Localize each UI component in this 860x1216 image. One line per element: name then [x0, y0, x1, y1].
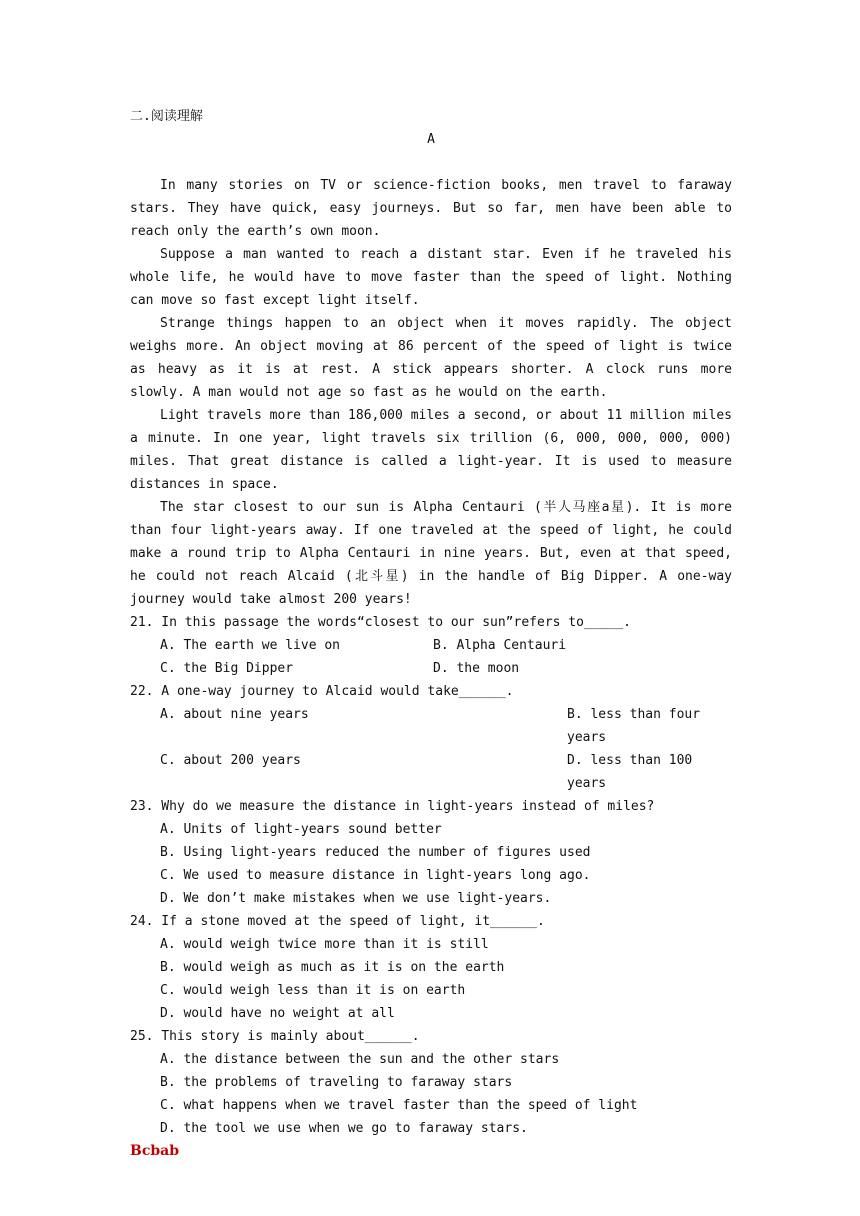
question-23: [130, 795, 732, 910]
option-c: C. about 200 years: [160, 753, 301, 768]
option-c: C. We used to measure distance in light-years long ago.: [160, 868, 591, 883]
document-page: [130, 105, 732, 1163]
question-25: [130, 1025, 732, 1140]
question-21: [130, 611, 732, 680]
option-c: C. would weigh less than it is on earth: [160, 983, 466, 998]
option-b: B. the problems of traveling to faraway stars: [160, 1075, 513, 1090]
option-c: C. what happens when we travel faster than the speed of light: [160, 1098, 638, 1113]
paragraph: Suppose a man wanted to reach a distant star. Even if he traveled his whole life, he would have to move faster than the speed of light. Nothing can move so fast except light itself.: [130, 247, 732, 308]
option-a: A. the distance between the sun and the other stars: [160, 1052, 560, 1067]
question-stem: 21. In this passage the words“closest to our sun”refers to_____.: [130, 615, 631, 630]
option-row: [130, 634, 732, 657]
question-24: [130, 910, 732, 1025]
option-a: A. Units of light-years sound better: [160, 822, 442, 837]
option-d: D. would have no weight at all: [160, 1006, 395, 1021]
option-row: [130, 749, 732, 795]
section-title: 二.阅读理解: [130, 109, 203, 124]
option-a: A. The earth we live on: [160, 638, 341, 653]
option-c: C. the Big Dipper: [160, 661, 294, 676]
option-a: A. about nine years: [160, 707, 309, 722]
option-d: D. less than 100 years: [567, 753, 693, 791]
question-stem: 23. Why do we measure the distance in light-years instead of miles?: [130, 799, 655, 814]
passage-label: A: [427, 132, 435, 147]
option-b: B. Using light-years reduced the number of figures used: [160, 845, 591, 860]
question-22: [130, 680, 732, 795]
option-row: [130, 657, 732, 680]
paragraph: In many stories on TV or science-fiction books, men travel to faraway stars. They have quick, easy journeys. But so far, men have been able to reach only the earth’s own moon.: [130, 178, 732, 239]
option-b: B. Alpha Centauri: [433, 638, 567, 653]
option-d: D. the moon: [433, 661, 520, 676]
answer-key: Bcbab: [130, 1143, 180, 1159]
option-a: A. would weigh twice more than it is still: [160, 937, 489, 952]
question-stem: 24. If a stone moved at the speed of light, it______.: [130, 914, 545, 929]
question-stem: 25. This story is mainly about______.: [130, 1029, 420, 1044]
option-row: [130, 703, 732, 749]
option-d: D. the tool we use when we go to faraway stars.: [160, 1121, 528, 1136]
option-b: B. would weigh as much as it is on the earth: [160, 960, 505, 975]
paragraph: The star closest to our sun is Alpha Centauri (半人马座a星). It is more than four light-years away. If one traveled at the speed of light, he could make a round trip to Alpha Centauri in nine years. But, even at that speed, he could not reach Alcaid (北斗星) in the handle of Big Dipper. A one-way journey would take almost 200 years!: [130, 500, 732, 607]
paragraph: Light travels more than 186,000 miles a second, or about 11 million miles a minute. In one year, light travels six trillion (6, 000, 000, 000, 000) miles. That great distance is called a light-year. It is used to measure distances in space.: [130, 408, 732, 492]
question-stem: 22. A one-way journey to Alcaid would take______.: [130, 684, 514, 699]
option-b: B. less than four years: [567, 707, 701, 745]
option-d: D. We don’t make mistakes when we use light-years.: [160, 891, 552, 906]
paragraph: Strange things happen to an object when it moves rapidly. The object weighs more. An object moving at 86 percent of the speed of light is twice as heavy as it is at rest. A stick appears shorter. A clock runs more slowly. A man would not age so fast as he would on the earth.: [130, 316, 732, 400]
